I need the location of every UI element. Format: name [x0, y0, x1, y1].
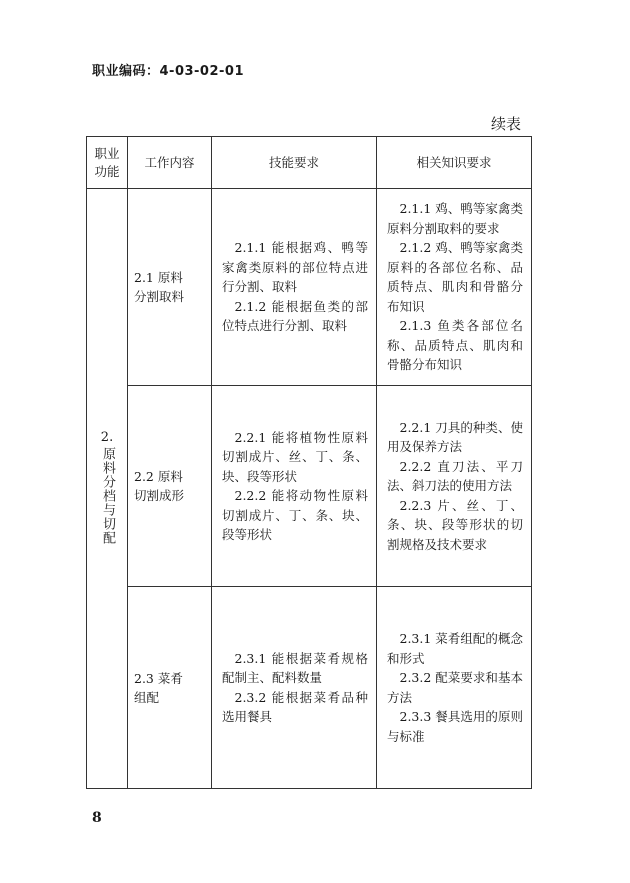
skill-item: 2.2.2 能将动物性原料切割成片、丁、条、块、段等形状 — [222, 488, 368, 542]
work-cell — [128, 189, 212, 386]
header-skill: 技能要求 — [212, 137, 377, 189]
work-line: 2.1 原料 — [134, 270, 183, 285]
skill-cell — [212, 386, 377, 587]
table-row — [87, 386, 532, 587]
table-header-row — [87, 137, 532, 189]
work-line: 2.3 菜肴 — [134, 670, 183, 686]
knowledge-cell — [377, 386, 532, 587]
table-row — [87, 587, 532, 789]
knowledge-item: 2.2.2 直刀法、平刀法、斜刀法的使用方法 — [387, 458, 523, 494]
function-number: 2. — [100, 429, 114, 445]
knowledge-item: 2.3.3 餐具选用的原则与标准 — [387, 709, 523, 744]
knowledge-cell — [377, 587, 532, 789]
skill-cell — [212, 587, 377, 789]
function-name: 原料分档与切配 — [100, 446, 115, 545]
header-knowledge: 相关知识要求 — [377, 137, 532, 189]
work-cell — [128, 587, 212, 789]
function-cell — [87, 189, 128, 789]
skill-item: 2.3.1 能根据菜肴规格配制主、配料数量 — [222, 650, 368, 685]
knowledge-item: 2.1.3 鱼类各部位名称、品质特点、肌肉和骨骼分布知识 — [387, 318, 523, 373]
table-row — [87, 189, 532, 386]
knowledge-item: 2.2.3 片、丝、丁、条、块、段等形状的切割规格及技术要求 — [387, 497, 523, 552]
skill-item: 2.1.1 能根据鸡、鸭等家禽类原料的部位特点进行分割、取料 — [222, 240, 368, 295]
skill-item: 2.3.2 能根据菜肴品种选用餐具 — [222, 689, 368, 724]
skill-item: 2.2.1 能将植物性原料切割成片、丝、丁、条、块、段等形状 — [222, 429, 368, 484]
page-number: 8 — [92, 810, 102, 826]
knowledge-item: 2.1.2 鸡、鸭等家禽类原料的各部位名称、品质特点、肌肉和骨骼分布知识 — [387, 240, 523, 314]
continued-label: 续表 — [491, 115, 522, 133]
work-cell — [128, 386, 212, 587]
header-function: 职业功能 — [87, 137, 128, 189]
knowledge-item: 2.3.2 配菜要求和基本方法 — [387, 670, 523, 705]
knowledge-item: 2.1.1 鸡、鸭等家禽类原料分割取料的要求 — [387, 201, 523, 236]
skill-requirements-table — [86, 136, 532, 789]
skill-item: 2.1.2 能根据鱼类的部位特点进行分割、取料 — [222, 298, 368, 334]
knowledge-item: 2.2.1 刀具的种类、使用及保养方法 — [387, 419, 523, 455]
knowledge-item: 2.3.1 菜肴组配的概念和形式 — [387, 631, 523, 666]
work-line: 组配 — [134, 689, 160, 705]
header-work: 工作内容 — [128, 137, 212, 189]
work-line: 2.2 原料 — [134, 469, 183, 484]
occupation-code: 职业编码：4-03-02-01 — [92, 64, 245, 79]
knowledge-cell — [377, 189, 532, 386]
work-line: 切割成形 — [134, 488, 185, 503]
work-line: 分割取料 — [134, 289, 185, 304]
skill-cell — [212, 189, 377, 386]
